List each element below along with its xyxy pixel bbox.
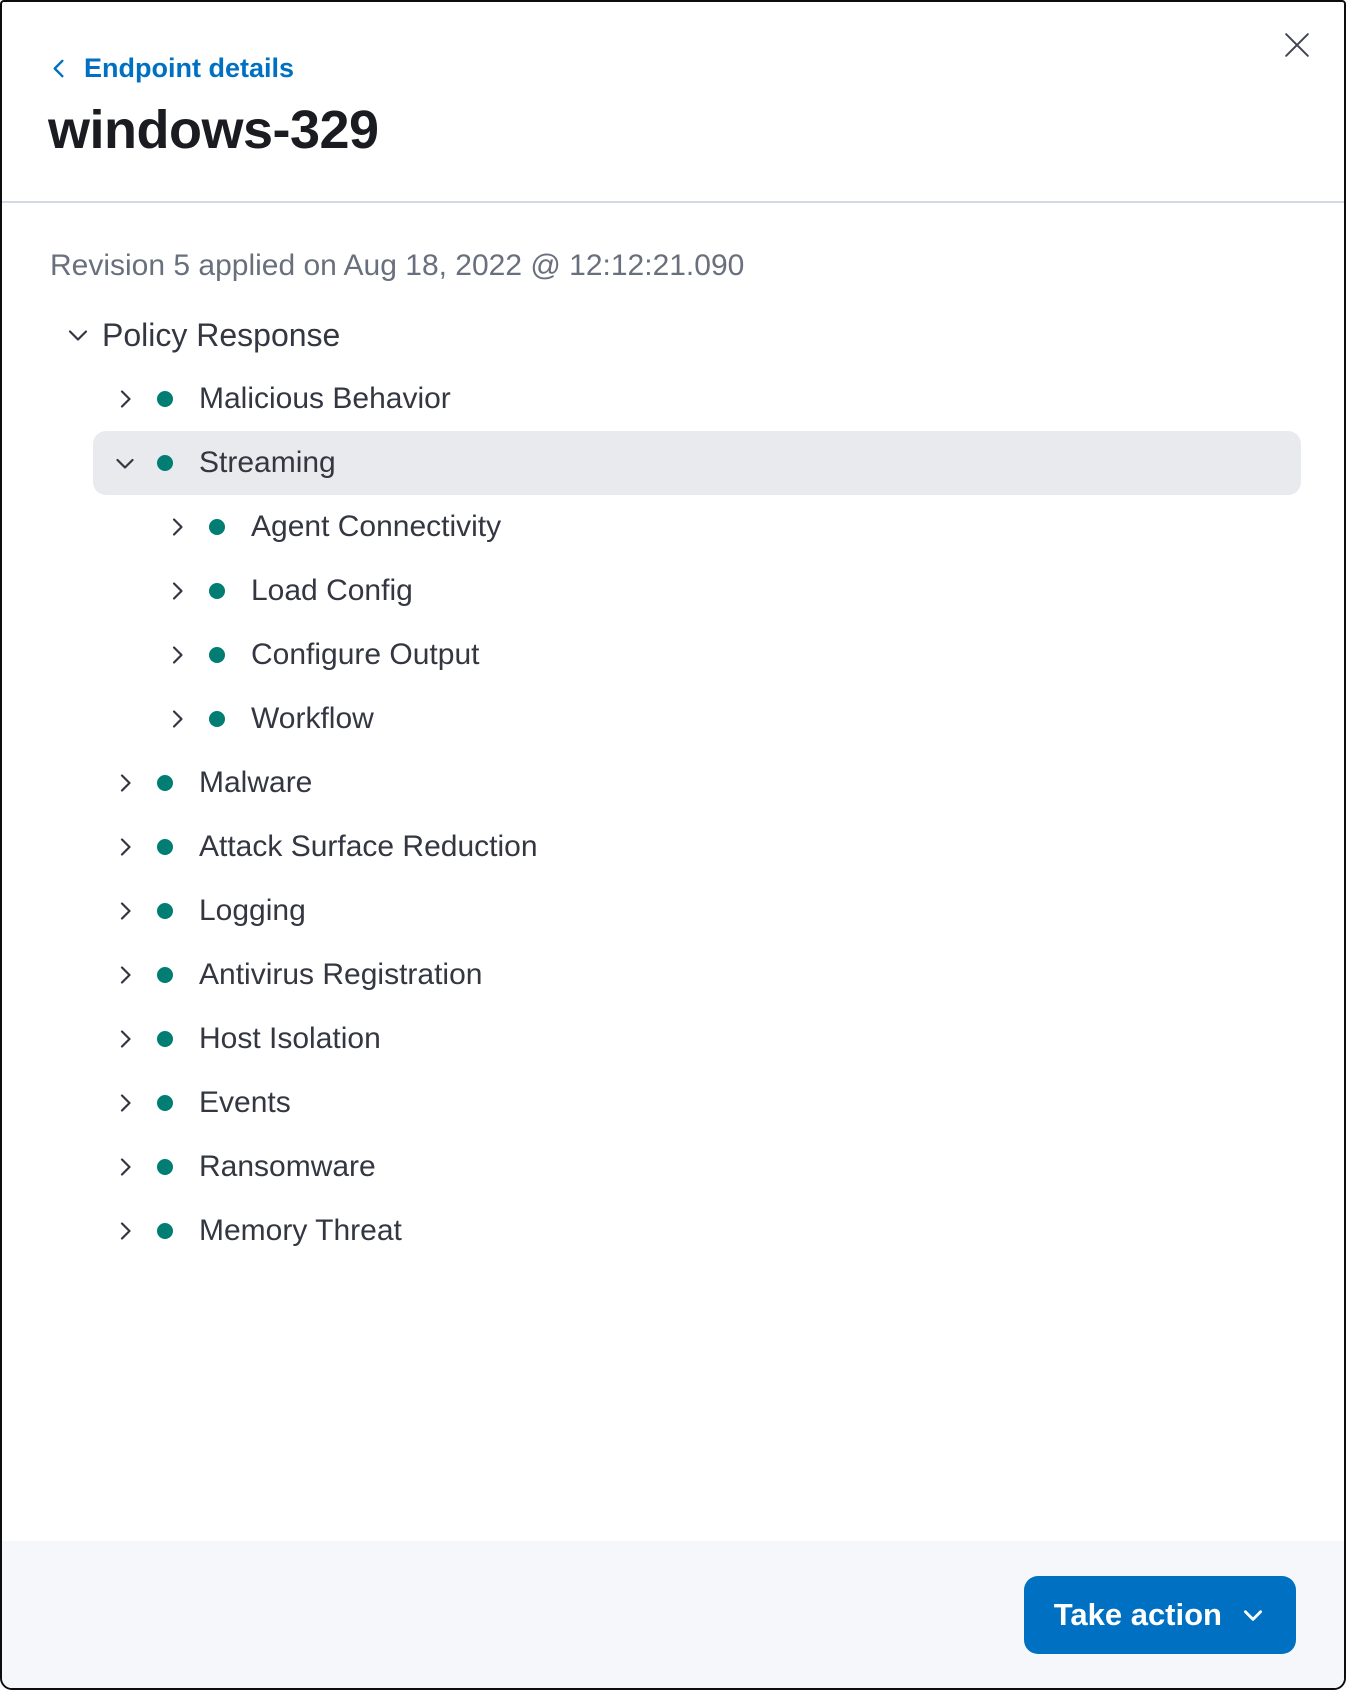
status-dot xyxy=(209,647,225,663)
revision-note: Revision 5 applied on Aug 18, 2022 @ 12:12:21.090 xyxy=(50,249,745,283)
status-dot xyxy=(209,519,225,535)
tree-item-attack-surface-reduction[interactable] xyxy=(93,815,1301,879)
tree-item-load-config[interactable] xyxy=(93,559,1301,623)
tree-item-events[interactable] xyxy=(93,1071,1301,1135)
status-dot xyxy=(157,455,173,471)
status-dot xyxy=(157,775,173,791)
tree-item-workflow[interactable] xyxy=(93,687,1301,751)
tree-item-label: Load Config xyxy=(251,574,413,608)
chevron-right-icon[interactable] xyxy=(165,579,191,603)
page-title: windows-329 xyxy=(48,100,379,161)
chevron-right-icon[interactable] xyxy=(113,963,139,987)
tree-item-label: Streaming xyxy=(199,446,336,480)
tree-item-memory-threat[interactable] xyxy=(93,1199,1301,1263)
tree-item-label: Ransomware xyxy=(199,1150,376,1184)
chevron-right-icon[interactable] xyxy=(165,707,191,731)
status-dot xyxy=(157,1095,173,1111)
status-dot xyxy=(157,391,173,407)
tree-item-ransomware[interactable] xyxy=(93,1135,1301,1199)
chevron-right-icon[interactable] xyxy=(165,643,191,667)
chevron-right-icon[interactable] xyxy=(165,515,191,539)
chevron-right-icon[interactable] xyxy=(113,835,139,859)
chevron-down-icon[interactable] xyxy=(113,451,139,475)
status-dot xyxy=(209,711,225,727)
tree-item-label: Attack Surface Reduction xyxy=(199,830,538,864)
policy-response-accordion-toggle[interactable] xyxy=(66,313,340,357)
tree-item-label: Events xyxy=(199,1086,291,1120)
tree-item-configure-output[interactable] xyxy=(93,623,1301,687)
policy-response-label: Policy Response xyxy=(102,316,341,353)
tree-item-malicious-behavior[interactable] xyxy=(93,367,1301,431)
back-link[interactable] xyxy=(48,54,294,84)
tree-item-label: Logging xyxy=(199,894,306,928)
tree-item-label: Workflow xyxy=(251,702,374,736)
chevron-down-icon xyxy=(66,323,90,347)
close-button[interactable] xyxy=(1280,28,1314,62)
flyout-body xyxy=(2,203,1344,1541)
status-dot xyxy=(157,1031,173,1047)
chevron-right-icon[interactable] xyxy=(113,1155,139,1179)
tree-item-host-isolation[interactable] xyxy=(93,1007,1301,1071)
tree-item-antivirus-registration[interactable] xyxy=(93,943,1301,1007)
policy-response-tree xyxy=(93,367,1301,1263)
flyout-header xyxy=(2,2,1344,159)
chevron-right-icon[interactable] xyxy=(113,1091,139,1115)
status-dot xyxy=(157,1159,173,1175)
status-dot xyxy=(157,839,173,855)
close-icon xyxy=(1284,32,1310,58)
tree-item-label: Agent Connectivity xyxy=(251,510,502,544)
tree-item-streaming[interactable] xyxy=(93,431,1301,495)
back-link-label: Endpoint details xyxy=(84,53,295,83)
tree-item-label: Host Isolation xyxy=(199,1022,381,1056)
tree-item-logging[interactable] xyxy=(93,879,1301,943)
take-action-button[interactable] xyxy=(1024,1576,1296,1654)
tree-item-label: Memory Threat xyxy=(199,1214,402,1248)
status-dot xyxy=(157,967,173,983)
flyout-footer xyxy=(2,1541,1344,1688)
tree-item-label: Malware xyxy=(199,766,313,800)
chevron-right-icon[interactable] xyxy=(113,387,139,411)
status-dot xyxy=(157,1223,173,1239)
tree-item-label: Configure Output xyxy=(251,638,480,672)
chevron-down-icon xyxy=(1240,1602,1266,1628)
chevron-right-icon[interactable] xyxy=(113,1027,139,1051)
chevron-right-icon[interactable] xyxy=(113,1219,139,1243)
status-dot xyxy=(209,583,225,599)
chevron-right-icon[interactable] xyxy=(113,899,139,923)
chevron-left-icon xyxy=(48,57,71,80)
take-action-label: Take action xyxy=(1053,1596,1222,1632)
tree-item-agent-connectivity[interactable] xyxy=(93,495,1301,559)
tree-item-label: Antivirus Registration xyxy=(199,958,483,992)
status-dot xyxy=(157,903,173,919)
tree-item-label: Malicious Behavior xyxy=(199,382,451,416)
tree-item-malware[interactable] xyxy=(93,751,1301,815)
chevron-right-icon[interactable] xyxy=(113,771,139,795)
